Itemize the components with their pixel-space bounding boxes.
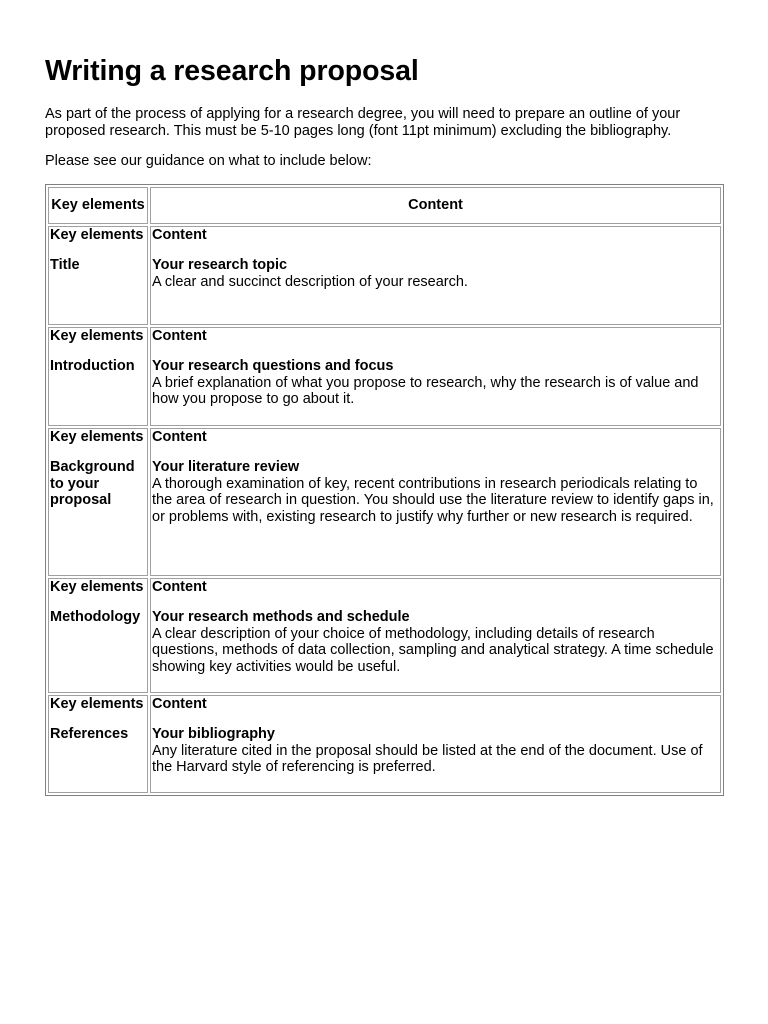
- content-subtitle: Your research topic: [152, 257, 288, 273]
- key-element-name: Background to your proposal: [50, 459, 135, 508]
- key-elements-label: Key elements: [50, 226, 144, 243]
- table-row: [48, 226, 721, 325]
- guidance-paragraph: Please see our guidance on what to include below:: [45, 153, 372, 169]
- table-row: [48, 428, 721, 576]
- content-label: Content: [152, 695, 207, 712]
- key-element-cell: [48, 226, 148, 325]
- content-description: A brief explanation of what you propose to research, why the research is of value and how you propose to go about it.: [152, 374, 699, 407]
- content-description: Any literature cited in the proposal should be listed at the end of the document. Use of the Harvard style of referencing is preferred.: [152, 742, 703, 775]
- content-subtitle: Your bibliography: [152, 726, 275, 742]
- key-element-name: References: [50, 726, 129, 742]
- content-label: Content: [152, 327, 207, 344]
- key-elements-label: Key elements: [50, 578, 144, 595]
- table-row: [48, 578, 721, 693]
- content-label: Content: [152, 428, 207, 445]
- page-title: Writing a research proposal: [45, 55, 419, 87]
- content-subtitle: Your research methods and schedule: [152, 609, 410, 625]
- content-cell: [150, 226, 721, 325]
- content-description: A clear and succinct description of your research.: [152, 273, 468, 290]
- table-header-row: [48, 187, 721, 224]
- key-element-name: Title: [50, 257, 80, 273]
- key-element-cell: [48, 695, 148, 793]
- key-element-name: Methodology: [50, 609, 141, 625]
- content-cell: [150, 428, 721, 576]
- content-description: A thorough examination of key, recent contributions in research periodicals relating to the area of research in question. You should use the literature review to identify gaps in, or problems with, existing research to justify why further or new research is required.: [152, 475, 714, 525]
- proposal-outline-table: [45, 184, 724, 796]
- content-subtitle: Your literature review: [152, 459, 300, 475]
- key-element-cell: [48, 327, 148, 426]
- content-label: Content: [152, 226, 207, 243]
- key-element-cell: [48, 578, 148, 693]
- content-description: A clear description of your choice of methodology, including details of research questions, methods of data collection, sampling and analytical strategy. A time schedule showing key activities would be useful.: [152, 625, 714, 675]
- content-cell: [150, 695, 721, 793]
- key-elements-label: Key elements: [50, 695, 144, 712]
- header-content: Content: [150, 187, 721, 224]
- key-elements-label: Key elements: [50, 327, 144, 344]
- content-label: Content: [152, 578, 207, 595]
- header-key-elements: Key elements: [48, 187, 148, 224]
- content-cell: [150, 327, 721, 426]
- key-element-cell: [48, 428, 148, 576]
- content-cell: [150, 578, 721, 693]
- content-subtitle: Your research questions and focus: [152, 358, 394, 374]
- intro-paragraph: As part of the process of applying for a research degree, you will need to prepare an outline of your proposed research. This must be 5-10 pages long (font 11pt minimum) excluding the bibliography.: [45, 106, 681, 139]
- table-row: [48, 327, 721, 426]
- table-row: [48, 695, 721, 793]
- key-elements-label: Key elements: [50, 428, 144, 445]
- key-element-name: Introduction: [50, 358, 135, 374]
